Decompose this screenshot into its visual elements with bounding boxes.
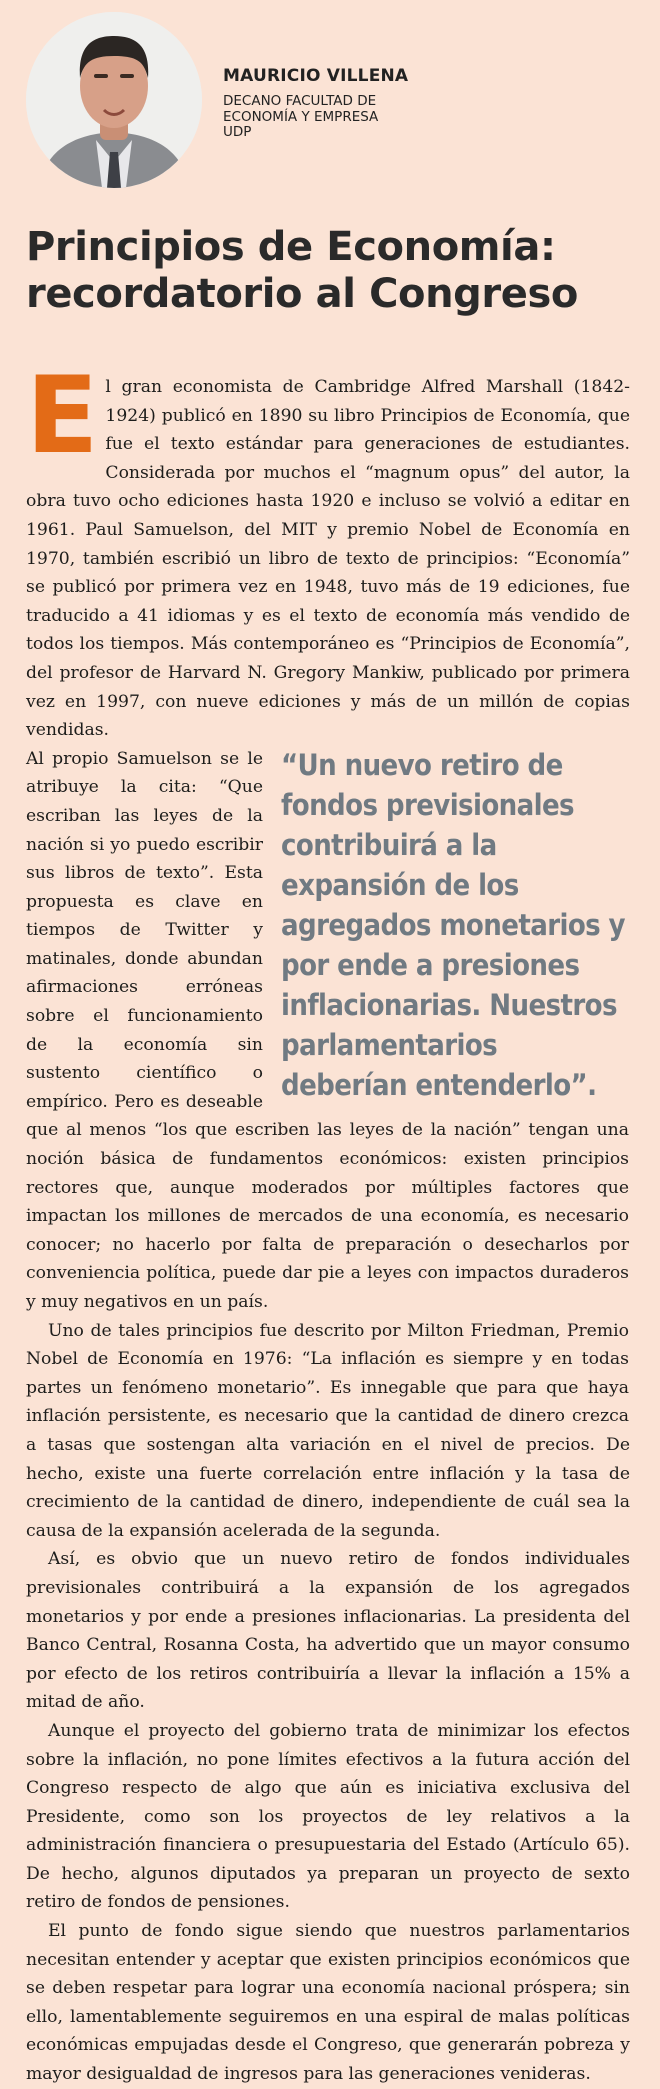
article-paragraph: l gran economista de Cambridge Alfred Marshall (1842-1924) publicó en 1890 su libro Principios de Economía, que fue el texto estándar para generaciones de estudiantes. Considerada por muchos el “magnum opus” del autor, la obra tuvo ocho ediciones hasta 1920 e incluso se volvió a editar en 1961. Paul Samuelson, del MIT y premio Nobel de Economía en 1970, también escribió un libro de texto de principios: “Economía” se publicó por primera vez en 1948, tuvo más de 19 ediciones, fue traducido a 41 idiomas y es el texto de economía más vendido de todos los tiempos. Más contemporáneo es “Principios de Economía”, del profesor de Harvard N. Gregory Mankiw, publicado por primera vez en 1997, con nueve ediciones y más de un millón de copias vendidas. bbox=[26, 377, 630, 741]
author-info bbox=[223, 66, 408, 141]
author-role bbox=[223, 94, 408, 141]
article-paragraph: Uno de tales principios fue descrito por Milton Friedman, Premio Nobel de Economía en 1976: “La inflación es siempre y en todas partes un fenómeno monetario”. Es innegable que para que haya inflación persistente, es necesario que la cantidad de dinero crezca a tasas que sostengan alta variación en el nivel de precios. De hecho, existe una fuerte correlación entre inflación y la tasa de crecimiento de la cantidad de dinero, independiente de cuál sea la causa de la expansión acelerada de la segunda. bbox=[26, 1320, 630, 1541]
article-paragraph: Aunque el proyecto del gobierno trata de minimizar los efectos sobre la inflación, no pone límites efectivos a la futura acción del Congreso respecto de algo que aún es iniciativa exclusiva del Presidente, como son los proyectos de ley relativos a la administración financiera o presupuestaria del Estado (Artículo 65). De hecho, algunos diputados ya preparan un proyecto de sexto retiro de fondos de pensiones. bbox=[26, 1720, 630, 1913]
author-role-line: DECANO FACULTAD DE bbox=[223, 93, 377, 109]
author-photo bbox=[26, 12, 202, 188]
article-paragraph: El punto de fondo sigue siendo que nuestros parlamentarios necesitan entender y aceptar que existen principios económicos que se deben respetar para lograr una economía nacional próspera; sin ello, lamentablemente seguiremos en una espiral de malas políticas económicas empujadas desde el Congreso, que generarán pobreza y mayor desigualdad de ingresos para las generaciones venideras. bbox=[26, 1921, 630, 2085]
author-role-line: ECONOMÍA Y EMPRESA bbox=[223, 108, 379, 125]
author-name: MAURICIO VILLENA bbox=[223, 66, 409, 86]
article-body bbox=[26, 354, 630, 2089]
drop-cap: E bbox=[26, 354, 96, 477]
article-title: Principios de Economía: recordatorio al Congreso bbox=[26, 224, 578, 317]
pull-quote: “Un nuevo retiro de fondos previsionales contribuirá a la expansión de los agregados monetarios y por ende a presiones inflacionarias. Nuestros parlamentarios deberían entenderlo”. bbox=[281, 747, 625, 1102]
pullquote-spacer bbox=[629, 745, 630, 1427]
author-role-line: UDP bbox=[223, 124, 252, 140]
article-paragraph: Así, es obvio que un nuevo retiro de fondos individuales previsionales contribuirá a la expansión de los agregados monetarios y por ende a presiones inflacionarias. La presidenta del Banco Central, Rosanna Costa, ha advertido que un mayor consumo por efecto de los retiros contribuiría a llevar la inflación a 15% a mitad de año. bbox=[26, 1549, 630, 1713]
article-paragraph: Al propio Samuelson se le atribuye la cita: “Que escriban las leyes de la nación si yo puedo escribir sus libros de texto”. Esta propuesta es clave en tiempos de Twitter y matinales, donde abundan afirmaciones erróneas sobre el funcionamiento de la economía sin sustento científico o empírico. Pero es deseable que al menos “los que escriben las leyes de la nación” tengan una noción básica de fundamentos económicos: existen principios rectores que, aunque moderados por múltiples factores que impactan los millones de mercados de una economía, es necesario conocer; no hacerlo por falta de preparación o desecharlos por conveniencia política, puede dar pie a leyes con impactos duraderos y muy negativos en un país. bbox=[26, 748, 629, 1312]
